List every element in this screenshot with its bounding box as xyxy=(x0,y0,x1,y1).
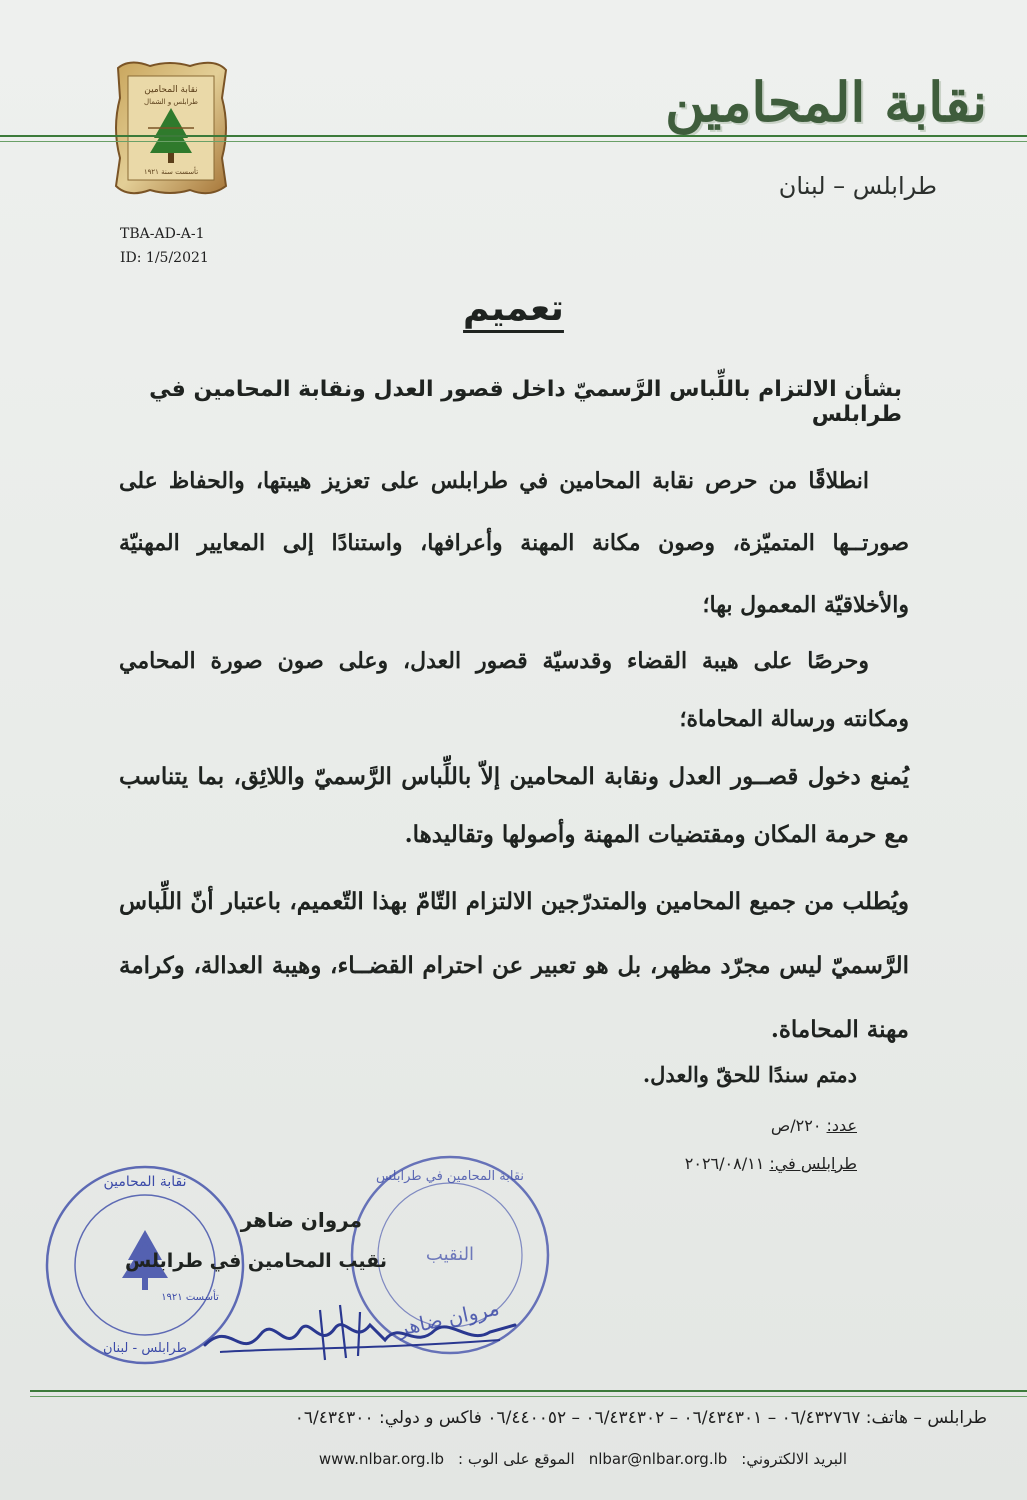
paragraph-1: انطلاقًا من حرص نقابة المحامين في طرابلس على تعزيز هيبتها، والحفاظ على صورتــها المتميّزة، وصون مكانة المهنة وأعرافها، واستنادًا إلى المعايير المهنيّة والأخلاقيّة المعمول بها؛ xyxy=(119,468,909,618)
stamp-right-mid-text: النقيب xyxy=(425,1244,475,1265)
stamp-right-top-text: نقابة المحامين في طرابلس xyxy=(375,1169,525,1184)
header-divider xyxy=(0,135,1027,142)
document-date xyxy=(685,1154,857,1173)
date-value: ٢٠٢٦/٠٨/١١ xyxy=(684,1154,765,1173)
organization-title: نقابة المحامين xyxy=(665,70,987,134)
paragraph-2: وحرصًا على هيبة القضاء وقدسيّة قصور العدل، وعلى صون صورة المحامي ومكانته ورسالة المحاماة؛ xyxy=(119,648,909,732)
reference-block xyxy=(120,222,209,270)
stamp-left-year-text: تأسست ١٩٢١ xyxy=(161,1292,219,1303)
reference-id: ID: 1/5/2021 xyxy=(120,250,209,266)
paragraph-3: يُمنع دخول قصــور العدل ونقابة المحامين إلاّ باللِّباس الرَّسميّ واللائِق، بما يتناسب مع حرمة المكان ومقتضيات المهنة وأصولها وتقاليدها. xyxy=(119,763,909,848)
stamp-right-bottom-text: مروان ضاهر xyxy=(395,1295,502,1341)
email-link[interactable]: nlbar@nlbar.org.lb xyxy=(588,1450,728,1468)
footer-contact-line: طرابلس – هاتف: ٠٦/٤٣٢٧٦٧ – ٠٦/٤٣٤٣٠١ – ٠٦/٤٣٤٣٠٢ – ٠٦/٤٤٠٠٥٢ فاكس و دولي: ٠٦/٤٣٤٣٠٠ xyxy=(294,1408,987,1428)
logo-text-mid: طرابلس و الشمال xyxy=(144,98,198,106)
document-title: تعميم xyxy=(463,288,564,329)
signer-title: نقيب المحامين في طرابلس xyxy=(125,1250,387,1272)
date-label: طرابلس في: xyxy=(769,1154,857,1173)
stamp-left-top-text: نقابة المحامين xyxy=(103,1174,187,1190)
closing-line: دمتم سندًا للحقّ والعدل. xyxy=(642,1062,857,1087)
number-label: عدد: xyxy=(826,1116,857,1135)
stamp-left-bottom-text: طرابلس - لبنان xyxy=(103,1341,187,1356)
paragraph-4: ويُطلب من جميع المحامين والمتدرّجين الالتزام التّامّ بهذا التّعميم، باعتبار أنّ اللِّباس الرَّسميّ ليس مجرّد مظهر، بل هو تعبير عن احترام القضــاء، وهيبة العدالة، وكرامة مهنة المحاماة. xyxy=(119,888,909,1043)
reference-code: TBA-AD-A-1 xyxy=(120,226,205,242)
bar-association-logo xyxy=(110,58,232,198)
footer-web-line xyxy=(305,1450,847,1468)
number-value: ٢٢٠/ص xyxy=(770,1116,822,1135)
email-label: البريد الالكتروني: xyxy=(741,1450,847,1468)
handwritten-signature xyxy=(200,1290,520,1370)
website-label: الموقع على الوب : xyxy=(458,1450,575,1468)
logo-text-top: نقابة المحامين xyxy=(144,85,198,95)
document-number xyxy=(771,1116,857,1135)
document-subject: بشأن الالتزام باللِّباس الرَّسميّ داخل قصور العدل ونقابة المحامين في طرابلس xyxy=(149,377,902,427)
signer-name: مروان ضاهر xyxy=(240,1208,362,1232)
organization-location: طرابلس – لبنان xyxy=(778,172,937,200)
logo-text-bottom: تأسست سنة ١٩٢١ xyxy=(143,168,199,176)
website-link[interactable]: www.nlbar.org.lb xyxy=(318,1450,445,1468)
footer-divider xyxy=(30,1390,1027,1397)
